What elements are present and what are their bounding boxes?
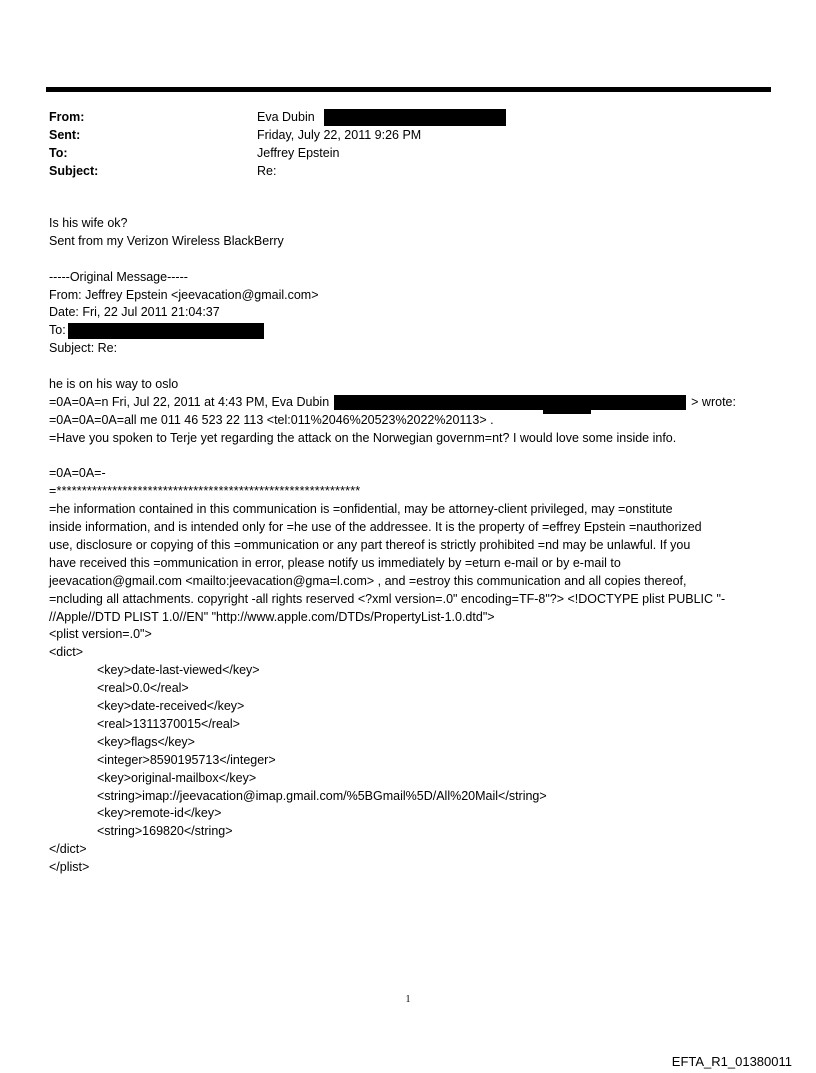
- plist-line: <key>original-mailbox</key>: [97, 770, 257, 785]
- plist-line: <string>169820</string>: [97, 824, 233, 839]
- original-message-title: -----Original Message-----: [49, 269, 188, 284]
- from-name: Eva Dubin: [257, 110, 315, 124]
- quoted-header-end: > wrote:: [691, 394, 736, 409]
- plist-line: <real>1311370015</real>: [97, 716, 240, 731]
- original-subject: Subject: Re:: [49, 341, 118, 356]
- plist-line: <key>flags</key>: [97, 734, 195, 749]
- original-from: From: Jeffrey Epstein <jeevacation@gmail.com>: [49, 287, 319, 302]
- plist-line: <integer>8590195713</integer>: [97, 752, 276, 767]
- body-line: Sent from my Verizon Wireless BlackBerry: [49, 233, 284, 248]
- plist-line: <key>date-received</key>: [97, 699, 245, 714]
- header-rule: [46, 87, 771, 92]
- plist-line: <key>remote-id</key>: [97, 806, 222, 821]
- subject-row: [49, 162, 506, 180]
- plist-line: <key>date-last-viewed</key>: [97, 663, 260, 678]
- redaction-box: [543, 408, 591, 414]
- original-to-label: To:: [49, 323, 66, 338]
- disclaimer-line: use, disclosure or copying of this =ommunication or any part thereof is strictly prohibited =nd may be unlawful. If you: [49, 538, 691, 553]
- plist-line: </dict>: [49, 842, 87, 857]
- body-line: [49, 394, 774, 412]
- disclaimer-line: //Apple//DTD PLIST 1.0//EN" "http://www.apple.com/DTDs/PropertyList-1.0.dtd">: [49, 609, 495, 624]
- sent-value: Friday, July 22, 2011 9:26 PM: [257, 128, 422, 142]
- body-line: he is on his way to oslo: [49, 377, 179, 392]
- sent-row: [49, 126, 506, 144]
- original-date: Date: Fri, 22 Jul 2011 21:04:37: [49, 305, 220, 320]
- redaction-box: [68, 323, 264, 339]
- plist-line: <plist version=.0">: [49, 627, 152, 642]
- from-value: [257, 108, 506, 126]
- subject-value: Re:: [257, 164, 277, 178]
- plist-line: <dict>: [49, 645, 84, 660]
- plist-line: <string>imap://jeevacation@imap.gmail.com/%5BGmail%5D/All%20Mail</string>: [97, 788, 547, 803]
- redaction-box: [324, 109, 506, 126]
- to-label: To:: [49, 146, 68, 160]
- separator-line: =0A=0A=-: [49, 466, 106, 481]
- sent-label: Sent:: [49, 128, 81, 142]
- disclaimer-line: have received this =ommunication in error, please notify us immediately by =eturn e-mail or by e-mail to: [49, 555, 621, 570]
- bates-number: EFTA_R1_01380011: [671, 1054, 792, 1069]
- from-row: [49, 108, 506, 126]
- body-line: =0A=0A=0A=all me 011 46 523 22 113 <tel:011%2046%20523%2022%20113> .: [49, 412, 494, 427]
- quoted-header: =0A=0A=n Fri, Jul 22, 2011 at 4:43 PM, Eva Dubin: [49, 394, 330, 409]
- disclaimer-line: jeevacation@gmail.com <mailto:jeevacation@gma=l.com> , and =estroy this communication and all copies thereof,: [49, 573, 687, 588]
- redaction-box: [334, 395, 686, 410]
- from-label: From:: [49, 110, 85, 124]
- plist-line: </plist>: [49, 860, 90, 875]
- page-number: 1: [405, 994, 411, 1005]
- body-line: =Have you spoken to Terje yet regarding the attack on the Norwegian governm=nt? I would love some inside info.: [49, 430, 677, 445]
- subject-label: Subject:: [49, 164, 99, 178]
- email-header: [49, 108, 506, 180]
- disclaimer-line: inside information, and is intended only for =he use of the addressee. It is the property of =effrey Epstein =nauthorized: [49, 520, 702, 535]
- to-value: Jeffrey Epstein: [257, 146, 340, 160]
- to-row: [49, 144, 506, 162]
- email-body: [49, 215, 774, 877]
- disclaimer-line: =ncluding all attachments. copyright -all rights reserved <?xml version=.0" encoding=TF-8"?> <!DOCTYPE plist PUBLIC "-: [49, 591, 726, 606]
- plist-line: <real>0.0</real>: [97, 681, 189, 696]
- original-to: [49, 322, 774, 340]
- body-line: Is his wife ok?: [49, 216, 128, 230]
- separator-stars: =************************************************************: [49, 484, 361, 499]
- disclaimer-line: =he information contained in this communication is =onfidential, may be attorney-client privileged, may =onstitute: [49, 502, 673, 517]
